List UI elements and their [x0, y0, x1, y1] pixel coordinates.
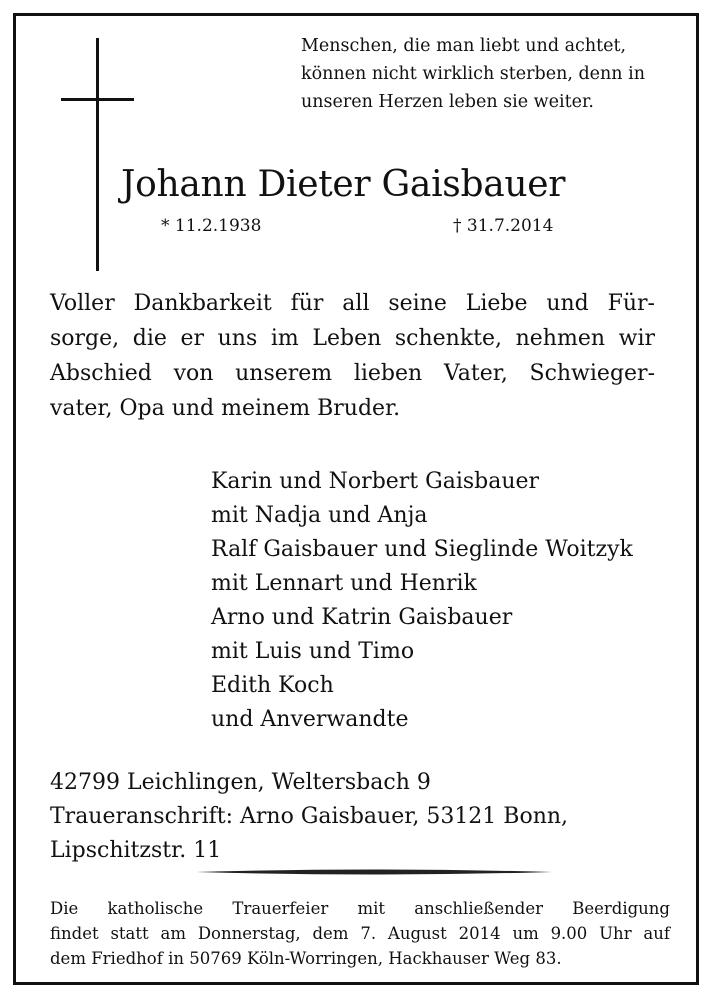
address-line: Traueranschrift: Arno Gaisbauer, 53121 Bonn,	[50, 804, 569, 829]
mourner: mit Nadja und Anja	[211, 503, 428, 528]
motto-line: unseren Herzen leben sie weiter.	[301, 92, 594, 112]
thanks-line: sorge, die er uns im Leben schenkte, nehmen wir	[50, 326, 655, 351]
mourner: mit Luis und Timo	[211, 639, 415, 664]
deceased-name: Johann Dieter Gaisbauer	[121, 164, 566, 205]
mourner: Arno und Katrin Gaisbauer	[211, 605, 513, 630]
obituary-notice	[13, 13, 699, 985]
thanks-line: Abschied von unserem lieben Vater, Schwieger-	[50, 361, 655, 386]
thanks-paragraph	[50, 286, 655, 426]
thanks-line: Voller Dankbarkeit für all seine Liebe und Für-	[50, 291, 655, 316]
motto-quote	[301, 32, 691, 116]
mourner: mit Lennart und Henrik	[211, 571, 477, 596]
cross-icon	[96, 38, 99, 271]
mourning-address	[50, 766, 670, 868]
mourner: Ralf Gaisbauer und Sieglinde Woitzyk	[211, 537, 633, 562]
ceremony-line: Die katholische Trauerfeier mit anschließender Beerdigung	[50, 899, 670, 918]
address-line: Lipschitzstr. 11	[50, 838, 222, 863]
divider-line	[196, 868, 552, 876]
motto-line: Menschen, die man liebt und achtet,	[301, 36, 627, 56]
ceremony-line: findet statt am Donnerstag, dem 7. August 2014 um 9.00 Uhr auf	[50, 924, 670, 943]
cross-icon-bar	[61, 98, 134, 101]
mourners-list	[211, 465, 681, 737]
motto-line: können nicht wirklich sterben, denn in	[301, 64, 646, 84]
thanks-line: vater, Opa und meinem Bruder.	[50, 396, 401, 421]
mourner: Karin und Norbert Gaisbauer	[211, 469, 540, 494]
funeral-details	[50, 896, 670, 971]
mourner: und Anverwandte	[211, 707, 409, 732]
mourner: Edith Koch	[211, 673, 334, 698]
address-line: 42799 Leichlingen, Weltersbach 9	[50, 770, 431, 795]
birth-date: * 11.2.1938	[161, 216, 262, 236]
ceremony-line: dem Friedhof in 50769 Köln-Worringen, Hackhauser Weg 83.	[50, 949, 562, 968]
death-date: † 31.7.2014	[453, 216, 554, 236]
